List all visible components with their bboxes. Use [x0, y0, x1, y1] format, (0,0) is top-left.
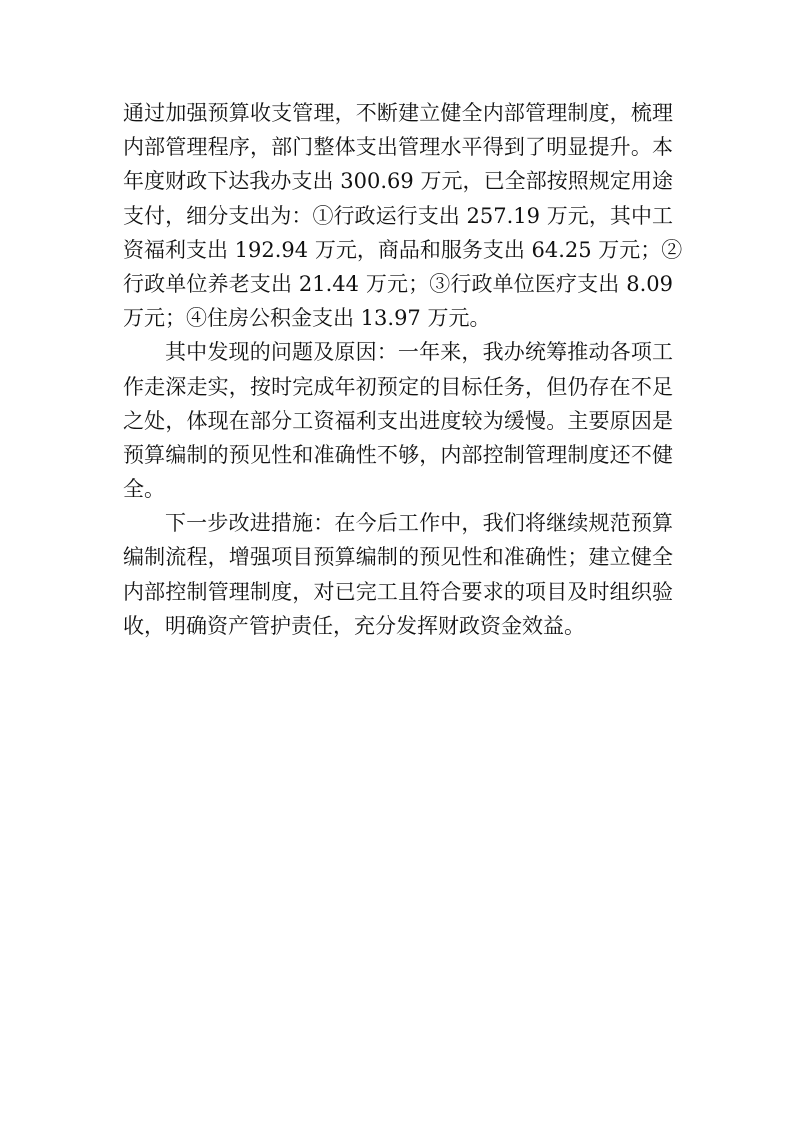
paragraph-line: 其中发现的问题及原因：一年来，我办统筹推动各项工 [165, 340, 673, 365]
paragraph-line: 预算编制的预见性和准确性不够，内部控制管理制度还不健 [123, 442, 673, 467]
paragraph-line: 年度财政下达我办支出 300.69 万元，已全部按照规定用途 [123, 169, 673, 194]
paragraph-line: 作走深走实，按时完成年初预定的目标任务，但仍存在不足 [123, 374, 673, 399]
paragraph-line: 通过加强预算收支管理，不断建立健全内部管理制度，梳理 [123, 101, 673, 125]
paragraph-line: 内部控制管理制度，对已完工且符合要求的项目及时组织验 [123, 579, 673, 604]
paragraph-line: 支付，细分支出为：①行政运行支出 257.19 万元，其中工 [123, 203, 673, 228]
paragraph-improvement-measures [123, 506, 673, 643]
paragraph-line: 编制流程，增强项目预算编制的预见性和准确性；建立健全 [123, 545, 673, 570]
document-body [123, 96, 683, 643]
paragraph-line: 万元；④住房公积金支出 13.97 万元。 [123, 306, 491, 331]
paragraph-line: 内部管理程序，部门整体支出管理水平得到了明显提升。本 [123, 135, 673, 160]
paragraph-line: 收，明确资产管护责任，充分发挥财政资金效益。 [123, 613, 585, 638]
paragraph-line: 之处，体现在部分工资福利支出进度较为缓慢。主要原因是 [123, 408, 673, 433]
paragraph-line: 全。 [123, 477, 165, 502]
paragraph-line: 行政单位养老支出 21.44 万元；③行政单位医疗支出 8.09 [123, 271, 673, 296]
paragraph-line: 下一步改进措施：在今后工作中，我们将继续规范预算 [165, 511, 673, 536]
paragraph-budget-summary [123, 96, 683, 335]
paragraph-line: 资福利支出 192.94 万元，商品和服务支出 64.25 万元；② [123, 237, 683, 262]
paragraph-problems-causes [123, 335, 673, 506]
